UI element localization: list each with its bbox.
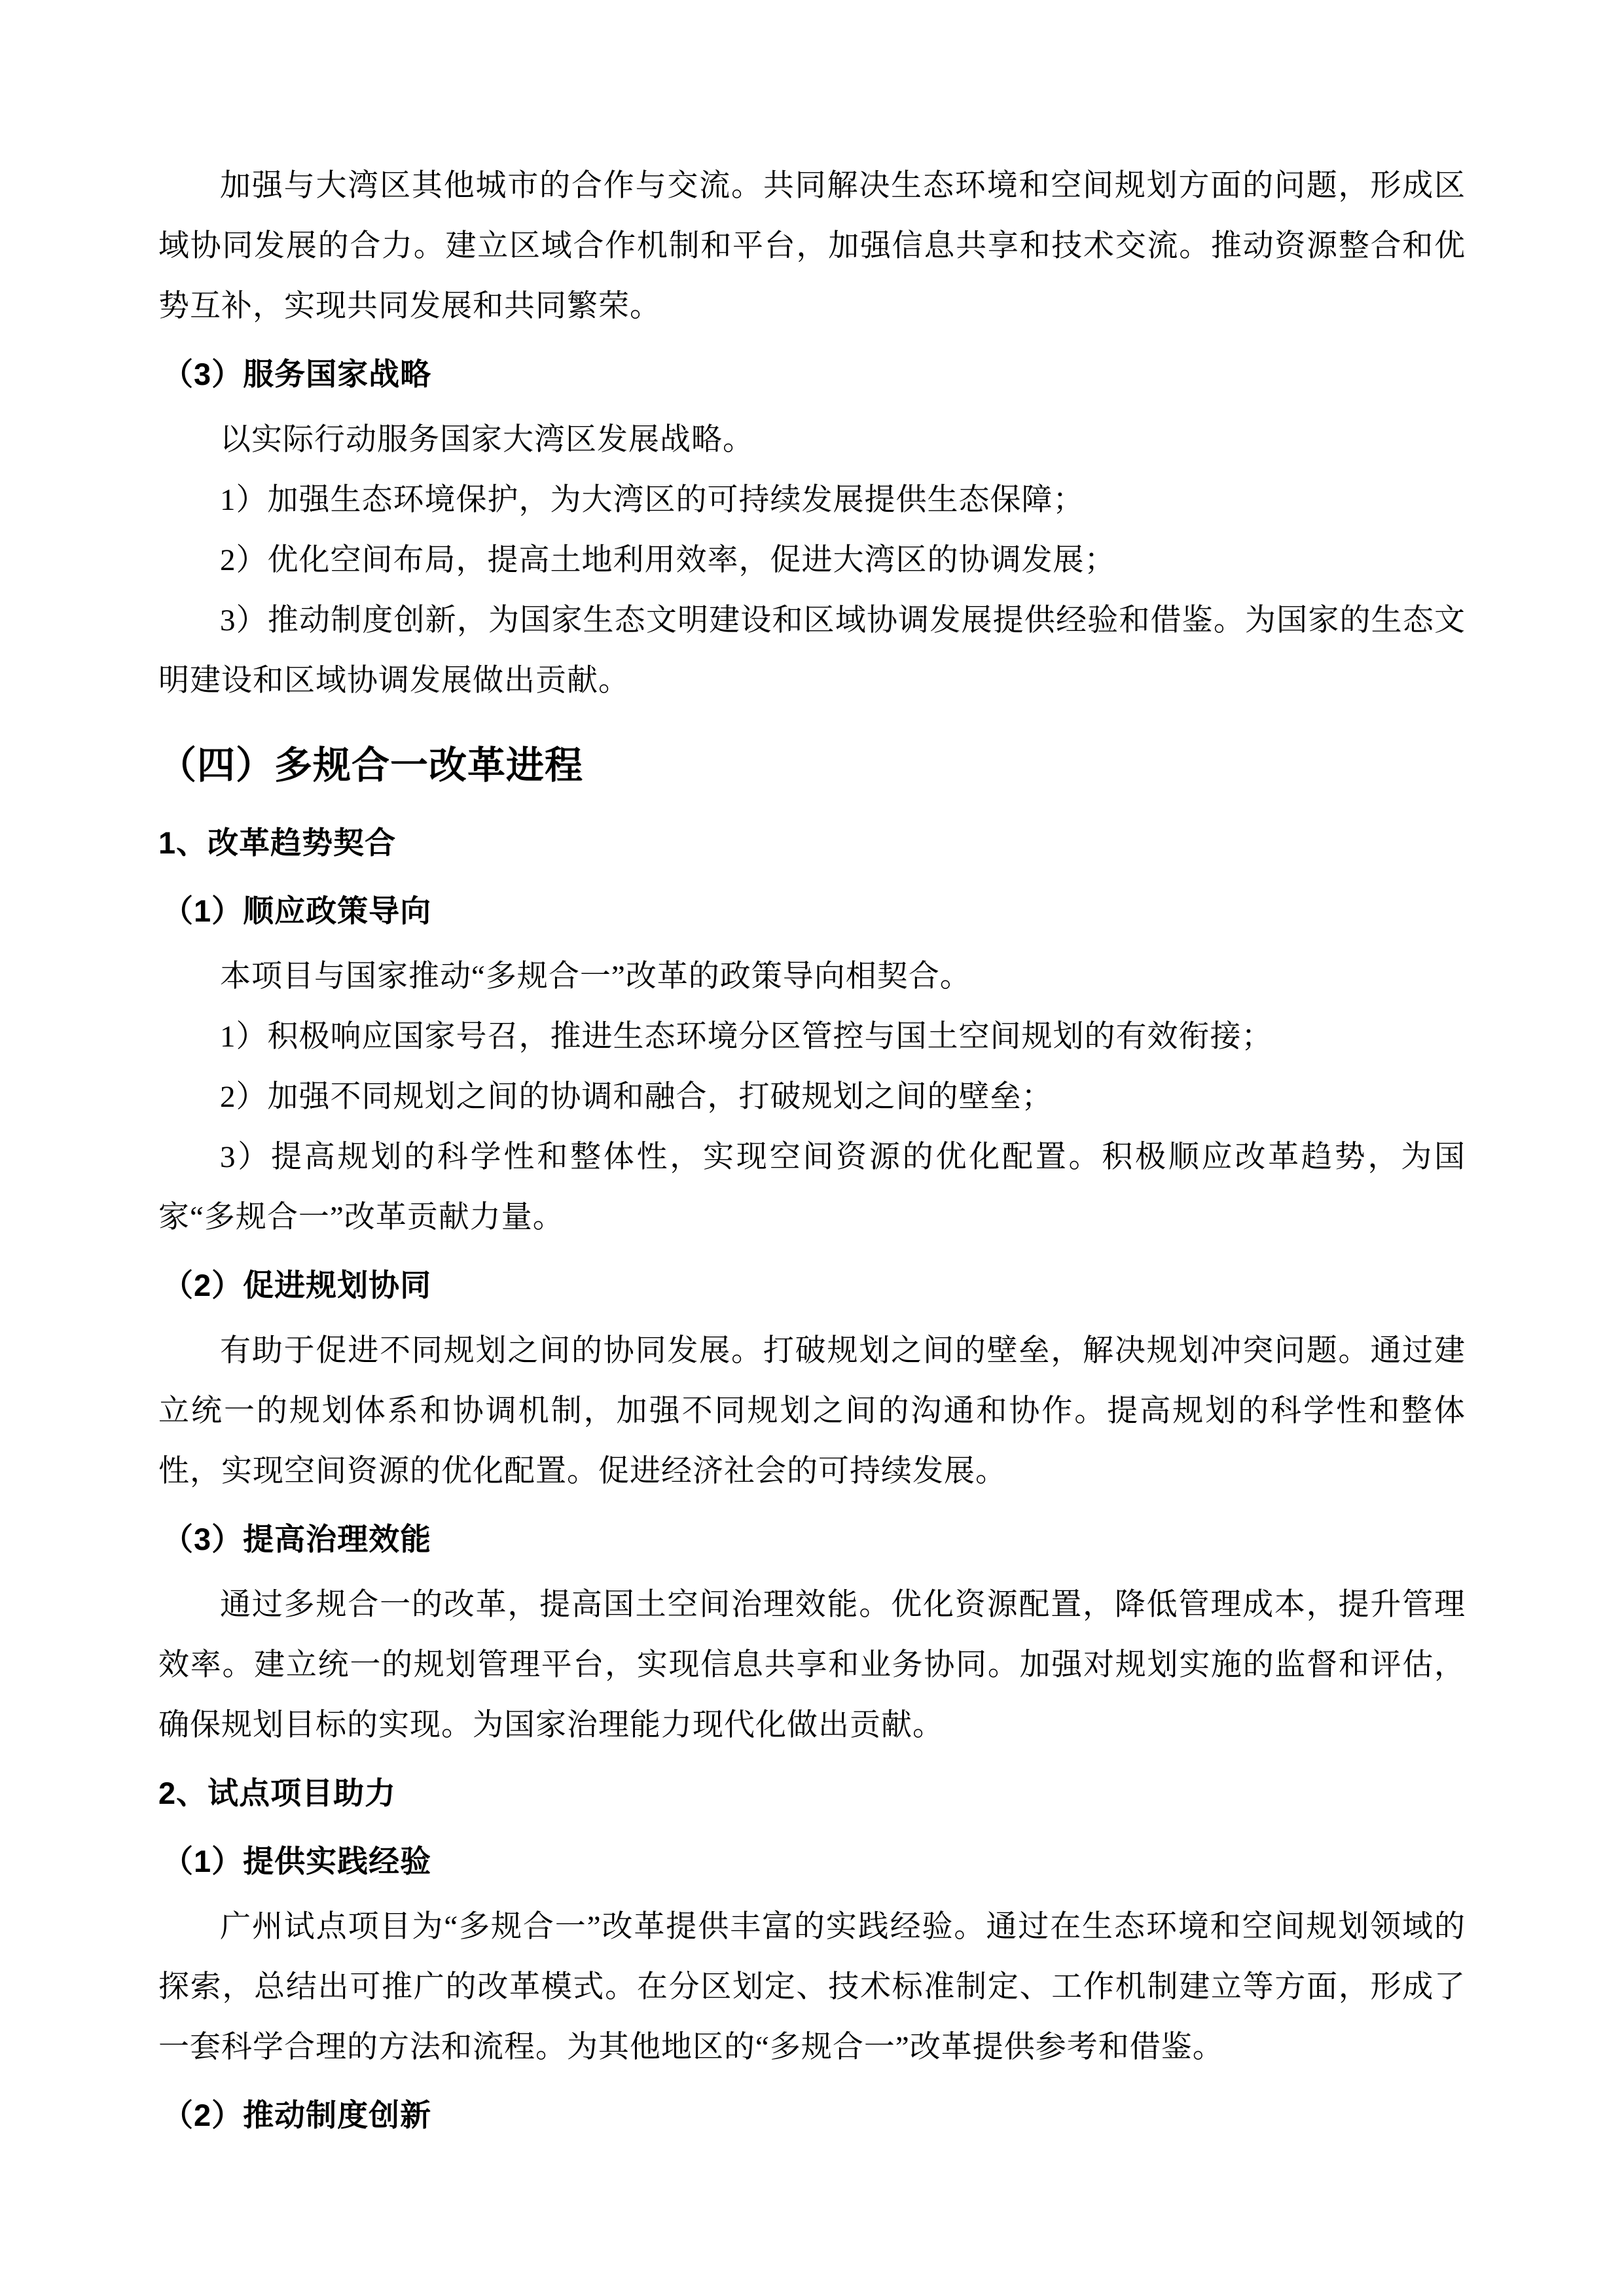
body-paragraph: 加强与大湾区其他城市的合作与交流。共同解决生态环境和空间规划方面的问题，形成区域协同发展的合力。建立区域合作机制和平台，加强信息共享和技术交流。推动资源整合和优势互补，实现共同发展和共同繁荣。 (158, 169, 1466, 323)
body-paragraph: 通过多规合一的改革，提高国土空间治理效能。优化资源配置，降低管理成本，提升管理效率。建立统一的规划管理平台，实现信息共享和业务协同。加强对规划实施的监督和评估，确保规划目标的实现。为国家治理能力现代化做出贡献。 (158, 1588, 1466, 1742)
numbered-item: 2）优化空间布局，提高土地利用效率，促进大湾区的协调发展； (220, 543, 1116, 577)
heading-minor: （2）促进规划协同 (162, 1268, 432, 1302)
numbered-item: 2）加强不同规划之间的协调和融合，打破规划之间的壁垒； (220, 1080, 1053, 1114)
heading-minor: （2）推动制度创新 (162, 2098, 432, 2132)
numbered-item: 3）提高规划的科学性和整体性，实现空间资源的优化配置。积极顺应改革趋势，为国家“多规合一”改革贡献力量。 (158, 1140, 1466, 1234)
numbered-item: 1）积极响应国家号召，推进生态环境分区管控与国土空间规划的有效衔接； (220, 1020, 1273, 1054)
heading-subsection: 2、试点项目助力 (158, 1776, 397, 1810)
body-paragraph: 以实际行动服务国家大湾区发展战略。 (220, 423, 754, 457)
heading-section: （四）多规合一改革进程 (158, 744, 584, 787)
numbered-item: 1）加强生态环境保护，为大湾区的可持续发展提供生态保障； (220, 483, 1085, 517)
heading-subsection: 1、改革趋势契合 (158, 825, 397, 860)
heading-minor: （3）服务国家战略 (162, 357, 432, 391)
heading-minor: （1）顺应政策导向 (162, 893, 432, 928)
body-paragraph: 有助于促进不同规划之间的协同发展。打破规划之间的壁垒，解决规划冲突问题。通过建立统一的规划体系和协调机制，加强不同规划之间的沟通和协作。提高规划的科学性和整体性，实现空间资源的优化配置。促进经济社会的可持续发展。 (158, 1334, 1466, 1488)
heading-minor: （1）提供实践经验 (162, 1844, 432, 1878)
body-paragraph: 本项目与国家推动“多规合一”改革的政策导向相契合。 (220, 960, 971, 994)
numbered-item: 3）推动制度创新，为国家生态文明建设和区域协调发展提供经验和借鉴。为国家的生态文明建设和区域协调发展做出贡献。 (158, 603, 1466, 698)
heading-minor: （3）提高治理效能 (162, 1522, 432, 1556)
body-paragraph: 广州试点项目为“多规合一”改革提供丰富的实践经验。通过在生态环境和空间规划领域的探索，总结出可推广的改革模式。在分区划定、技术标准制定、工作机制建立等方面，形成了一套科学合理的方法和流程。为其他地区的“多规合一”改革提供参考和借鉴。 (158, 1910, 1466, 2064)
